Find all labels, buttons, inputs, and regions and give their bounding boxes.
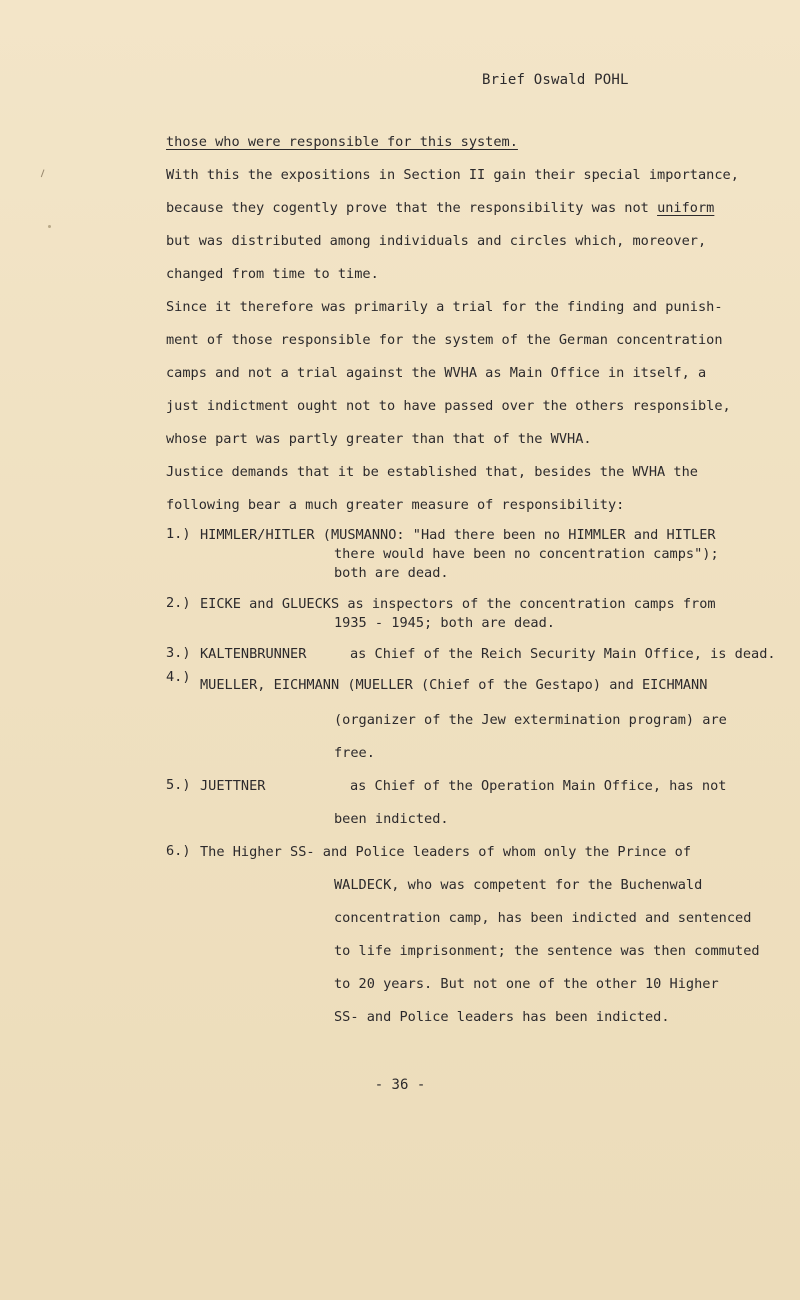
list-number: 5.) (166, 777, 191, 793)
paragraph-continuation: those who were responsible for this system. (166, 134, 518, 150)
paragraph-line: Since it therefore was primarily a trial for the finding and punish- (166, 299, 723, 315)
list-item-continuation: free. (334, 745, 375, 761)
list-item-continuation: to life imprisonment; the sentence was then commuted (334, 943, 760, 959)
paragraph-text: because they cogently prove that the responsibility was not (166, 200, 658, 216)
list-item-continuation: been indicted. (334, 811, 449, 827)
list-item (166, 645, 776, 664)
list-item-continuation: SS- and Police leaders has been indicted. (334, 1009, 670, 1025)
paragraph-line: whose part was partly greater than that of the WVHA. (166, 431, 592, 447)
paragraph-line: following bear a much greater measure of responsibility: (166, 497, 625, 513)
list-item-continuation: WALDECK, who was competent for the Buchenwald (334, 877, 703, 893)
list-number: 6.) (166, 843, 191, 859)
paper-blemish (41, 169, 48, 178)
paragraph-line: ment of those responsible for the system of the German concentration (166, 332, 723, 348)
paragraph-line: but was distributed among individuals and circles which, moreover, (166, 233, 707, 249)
list-item (166, 526, 776, 583)
list-item-continuation: to 20 years. But not one of the other 10 Higher (334, 976, 719, 992)
list-number: 3.) (166, 645, 191, 661)
list-item-text: HIMMLER/HITLER (MUSMANNO: "Had there been no HIMMLER and HITLER (200, 527, 716, 543)
list-item-text (166, 645, 776, 664)
paragraph-line: With this the expositions in Section II gain their special importance, (166, 167, 739, 183)
list-item-name: KALTENBRUNNER (200, 646, 307, 662)
list-item-rest: as Chief of the Reich Security Main Office, is dead. (350, 646, 776, 662)
list-item (166, 669, 776, 770)
list-item-continuation: 1935 - 1945; both are dead. (334, 615, 555, 631)
paper-blemish (48, 225, 51, 228)
paragraph-line (166, 192, 776, 225)
list-item (166, 595, 776, 633)
page-header: Brief Oswald POHL (482, 72, 629, 88)
underlined-word: uniform (657, 200, 715, 216)
list-item (166, 770, 776, 836)
paragraph-line: just indictment ought not to have passed over the others responsible, (166, 398, 731, 414)
list-item-rest: as Chief of the Operation Main Office, has not (350, 778, 727, 794)
list-item-name: JUETTNER (200, 778, 266, 794)
list-item-text (166, 770, 776, 803)
list-item-continuation: both are dead. (334, 565, 449, 581)
list-item-text: EICKE and GLUECKS as inspectors of the concentration camps from (200, 596, 716, 612)
paragraph-line: camps and not a trial against the WVHA as Main Office in itself, a (166, 365, 707, 381)
list-item-continuation: concentration camp, has been indicted and sentenced (334, 910, 752, 926)
paragraph-line: changed from time to time. (166, 266, 379, 282)
list-item-text: The Higher SS- and Police leaders of whom only the Prince of (200, 844, 692, 860)
page-number: - 36 - (374, 1077, 426, 1093)
list-item-text: MUELLER, EICHMANN (MUELLER (Chief of the Gestapo) and EICHMANN (200, 677, 708, 693)
list-item (166, 836, 776, 1034)
list-number: 1.) (166, 526, 191, 542)
list-number: 2.) (166, 595, 191, 611)
list-item-continuation: there would have been no concentration camps"); (334, 546, 719, 562)
responsibility-list (166, 526, 776, 1034)
list-number: 4.) (166, 669, 191, 685)
document-body (166, 126, 776, 1034)
list-item-continuation: (organizer of the Jew extermination program) are (334, 712, 727, 728)
paragraph-line: Justice demands that it be established that, besides the WVHA the (166, 464, 698, 480)
